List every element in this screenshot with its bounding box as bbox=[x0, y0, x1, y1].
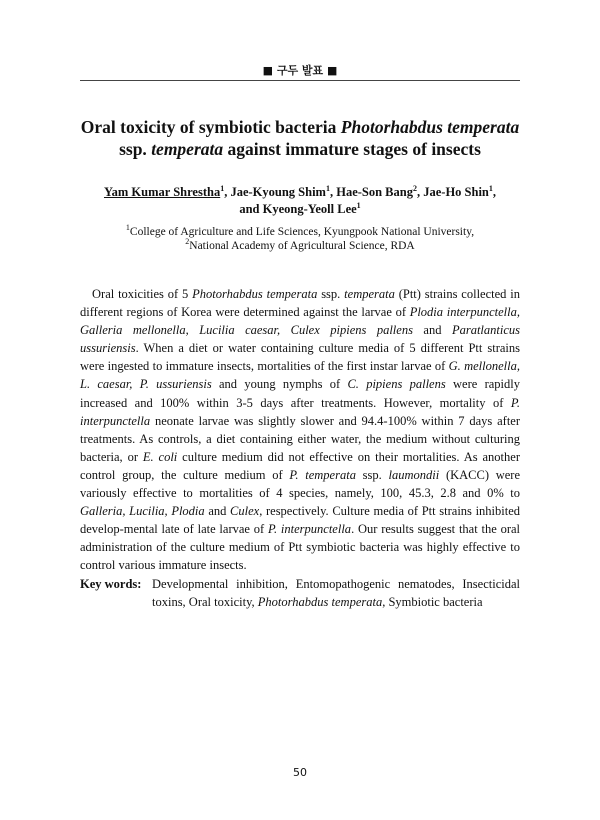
abstract-text: , respectively. Culture media of Ptt strains inhibited develop-mental late of late larvae of bbox=[80, 504, 521, 537]
keywords-text: , Symbiotic bacteria bbox=[382, 595, 483, 609]
abstract-species: P. interpunctella bbox=[80, 395, 520, 428]
abstract-species: Paratlanticus ussuriensis bbox=[80, 323, 520, 356]
keywords bbox=[80, 575, 520, 611]
header-rule bbox=[80, 80, 520, 81]
section-label: ■ 구두 발표 ■ bbox=[262, 64, 338, 77]
title-text: against immature stages of insects bbox=[223, 139, 481, 159]
title-genus-species: Photorhabdus temperata bbox=[340, 117, 520, 137]
author-list bbox=[70, 184, 530, 218]
author-name: and Kyeong-Yeoll Lee bbox=[239, 202, 357, 216]
abstract-text: neonate larvae was slightly slower and 94.4-100% within 7 days after treatments. As controls, a diet containing either water, the medium without culturing bacteria, or bbox=[80, 413, 520, 464]
author-affiliation-mark: 1 bbox=[220, 183, 225, 193]
author-name: Yam Kumar Shrestha bbox=[103, 185, 221, 199]
abstract-text: Oral toxicities of 5 bbox=[92, 287, 193, 301]
abstract-species: C. pipiens pallens bbox=[347, 377, 446, 392]
author-name: , Jae-Kyoung Shim bbox=[224, 185, 326, 199]
abstract-text: and bbox=[412, 323, 452, 338]
abstract-species: P. temperata bbox=[289, 467, 356, 482]
affiliation-2: National Academy of Agricultural Science, RDA bbox=[189, 240, 415, 252]
abstract-species: Culex bbox=[230, 504, 260, 519]
keywords-label: Key words: bbox=[80, 577, 142, 591]
abstract-text: ssp. bbox=[355, 467, 389, 482]
abstract-text: (KACC) were variously effective to mortalities of 4 species, namely, 100, 45.3, 2.8 and 0% to bbox=[80, 467, 521, 501]
abstract-species: Plodia interpunctella, Galleria mellonella, Lucilia caesar, Culex pipiens pallens bbox=[80, 305, 520, 338]
abstract-species: P. interpunctella bbox=[267, 522, 352, 537]
keywords-text: Developmental inhibition, Entomopathogenic nematodes, Insecticidal toxins, Oral toxicity, bbox=[152, 577, 520, 609]
keywords-list bbox=[152, 575, 520, 611]
abstract-text: were rapidly increased and 100% within 3-5 days after treatments. However, mortality of bbox=[80, 377, 520, 410]
affiliation-mark: 1 bbox=[125, 223, 130, 233]
abstract-text: . When a diet or water containing culture media of 5 different Ptt strains were ingested to immature insects, mortalities of the first instar larvae of bbox=[80, 341, 520, 374]
abstract-text: culture medium did not effective on their mortalities. As another control group, the culture medium of bbox=[80, 449, 520, 482]
abstract-text: ssp. bbox=[317, 287, 345, 301]
author-name: , Jae-Ho Shin bbox=[416, 185, 489, 199]
abstract-text: (Ptt) strains collected in different regions of Korea were determined against the larvae of bbox=[80, 287, 521, 320]
author-affiliation-mark: 2 bbox=[412, 183, 417, 193]
abstract-species: temperata bbox=[344, 287, 395, 301]
keywords-species: Photorhabdus temperata bbox=[257, 595, 383, 609]
affiliation-mark: 2 bbox=[185, 237, 190, 247]
page-number: 50 bbox=[293, 766, 307, 779]
abstract-body bbox=[80, 285, 520, 575]
abstract-species: Photorhabdus temperata bbox=[192, 287, 318, 301]
title-text: Oral toxicity of symbiotic bacteria bbox=[80, 117, 341, 137]
abstract-species: Galleria, Lucilia, Plodia bbox=[80, 504, 205, 519]
paper-title bbox=[70, 116, 530, 160]
abstract-species: G. mellonella, L. caesar, P. ussuriensis bbox=[80, 359, 520, 392]
abstract-species: laumondii bbox=[388, 467, 440, 482]
title-text: ssp. bbox=[119, 139, 152, 159]
abstract-text: . Our results suggest that the oral administration of the culture medium of Ptt symbiotic bacteria was highly effective to control various immature insects. bbox=[80, 522, 520, 573]
abstract-text: and young nymphs of bbox=[211, 377, 348, 392]
author-affiliation-mark: 1 bbox=[356, 200, 361, 210]
author-affiliation-mark: 1 bbox=[325, 183, 330, 193]
abstract-species: E. coli bbox=[142, 449, 178, 464]
abstract-text: and bbox=[204, 504, 231, 519]
author-name: , Hae-Son Bang bbox=[329, 185, 413, 199]
affiliations bbox=[70, 225, 530, 253]
title-subspecies: temperata bbox=[151, 139, 224, 159]
author-affiliation-mark: 1 bbox=[488, 183, 493, 193]
author-separator: , bbox=[492, 185, 496, 199]
affiliation-1: College of Agriculture and Life Sciences, Kyungpook National University, bbox=[129, 226, 475, 238]
